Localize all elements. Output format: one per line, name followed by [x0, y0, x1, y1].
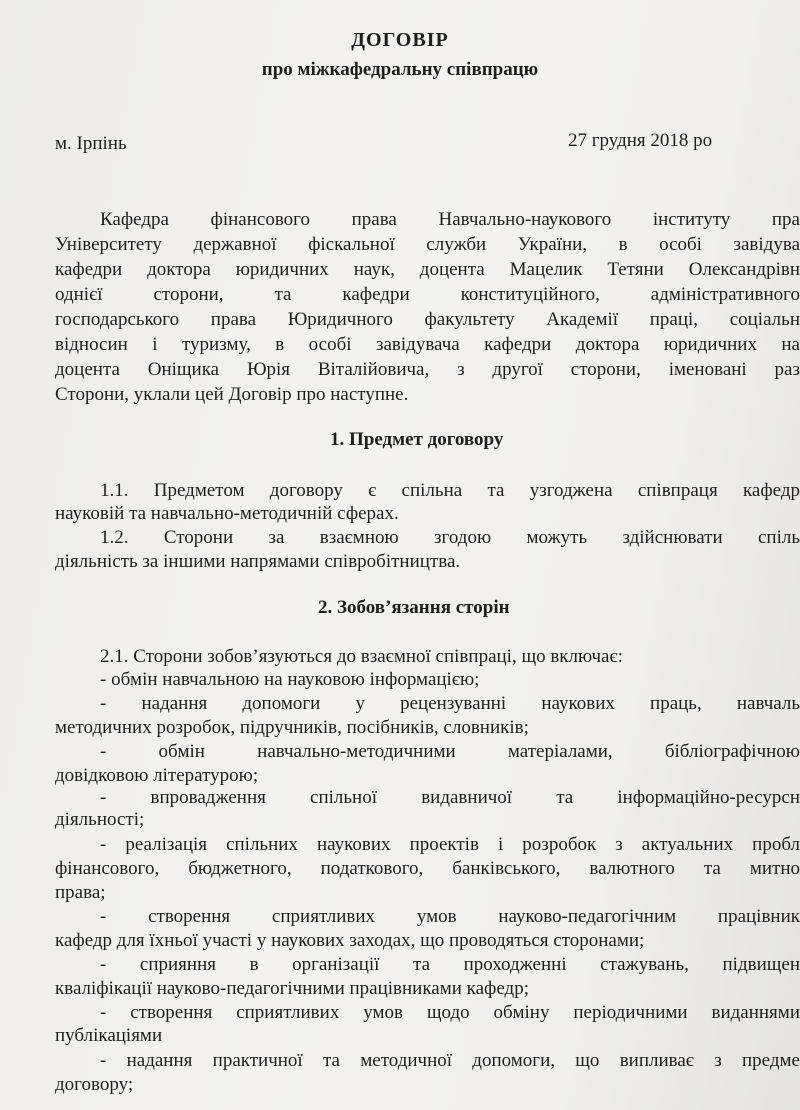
- section-2-line-1: 2.1. Сторони зобов’язуються до взаємної співпраці, що включає:: [100, 646, 623, 667]
- section-2-line-15: кваліфікації науково-педагогічними працівниками кафедр;: [55, 978, 529, 999]
- section-2-line-4: методичних розробок, підручників, посібників, словників;: [55, 717, 529, 738]
- intro-line-7: доцента Оніщика Юрія Віталійовича, з другої сторони, іменовані раз: [55, 359, 800, 380]
- intro-line-1: Кафедра фінансового права Навчально-наукового інституту пра: [100, 209, 800, 230]
- intro-line-6: відносин і туризму, в особі завідувача кафедри доктора юридичних на: [55, 334, 800, 355]
- section-1-line-3: 1.2. Сторони за взаємною згодою можуть здійснювати спіль: [100, 527, 800, 548]
- section-2-line-13: кафедр для їхньої участі у наукових заходах, що проводяться сторонами;: [55, 930, 645, 951]
- section-1-line-4: діяльність за іншими напрямами співробітництва.: [55, 551, 461, 572]
- section-2-line-9: - реалізація спільних наукових проектів і розробок з актуальних пробл: [100, 834, 800, 855]
- date: 27 грудня 2018 ро: [568, 130, 713, 151]
- section-2-line-5: - обмін навчально-методичними матеріалами, бібліографічною: [100, 741, 800, 762]
- intro-line-5: господарського права Юридичного факультету Академії праці, соціальн: [55, 309, 800, 330]
- section-2-line-14: - сприяння в організації та проходженні стажувань, підвищен: [100, 954, 800, 975]
- section-2-line-18: - надання практичної та методичної допомоги, що випливає з предме: [100, 1050, 800, 1071]
- section-1-line-1: 1.1. Предметом договору є спільна та узгоджена співпраця кафедр: [100, 480, 800, 501]
- section-2-line-19: договору;: [55, 1074, 134, 1095]
- section-2-line-11: права;: [55, 882, 106, 903]
- section-2-line-12: - створення сприятливих умов науково-педагогічним працівник: [100, 906, 800, 927]
- document-title: ДОГОВІР: [351, 29, 449, 51]
- section-2-line-16: - створення сприятливих умов щодо обміну періодичними виданнями: [100, 1002, 800, 1023]
- section-2-line-3: - надання допомоги у рецензуванні наукових праць, навчаль: [100, 693, 800, 714]
- section-2-line-2: - обмін навчальною на науковою інформацією;: [100, 669, 480, 690]
- intro-line-2: Університету державної фіскальної служби України, в особі завідува: [55, 234, 800, 255]
- intro-line-3: кафедри доктора юридичних наук, доцента Мацелик Тетяни Олександрівн: [55, 259, 800, 280]
- intro-line-8: Сторони, уклали цей Договір про наступне.: [55, 384, 409, 405]
- section-2-line-6: довідковою літературою;: [55, 765, 259, 786]
- section-1-heading: 1. Предмет договору: [330, 429, 504, 450]
- intro-line-4: однієї сторони, та кафедри конституційного, адміністративного: [55, 284, 800, 305]
- section-2-line-17: публікаціями: [55, 1025, 163, 1046]
- document-subtitle: про міжкафедральну співпрацю: [261, 59, 539, 80]
- section-2-line-7: - впровадження спільної видавничої та інформаційно-ресурсн: [100, 787, 800, 808]
- section-1-line-2: науковій та навчально-методичній сферах.: [55, 503, 399, 524]
- section-2-line-8: діяльності;: [55, 809, 145, 830]
- section-2-heading: 2. Зобов’язання сторін: [318, 597, 510, 618]
- city: м. Ірпінь: [55, 133, 127, 154]
- section-2-line-10: фінансового, бюджетного, податкового, банківського, валютного та митно: [55, 858, 800, 879]
